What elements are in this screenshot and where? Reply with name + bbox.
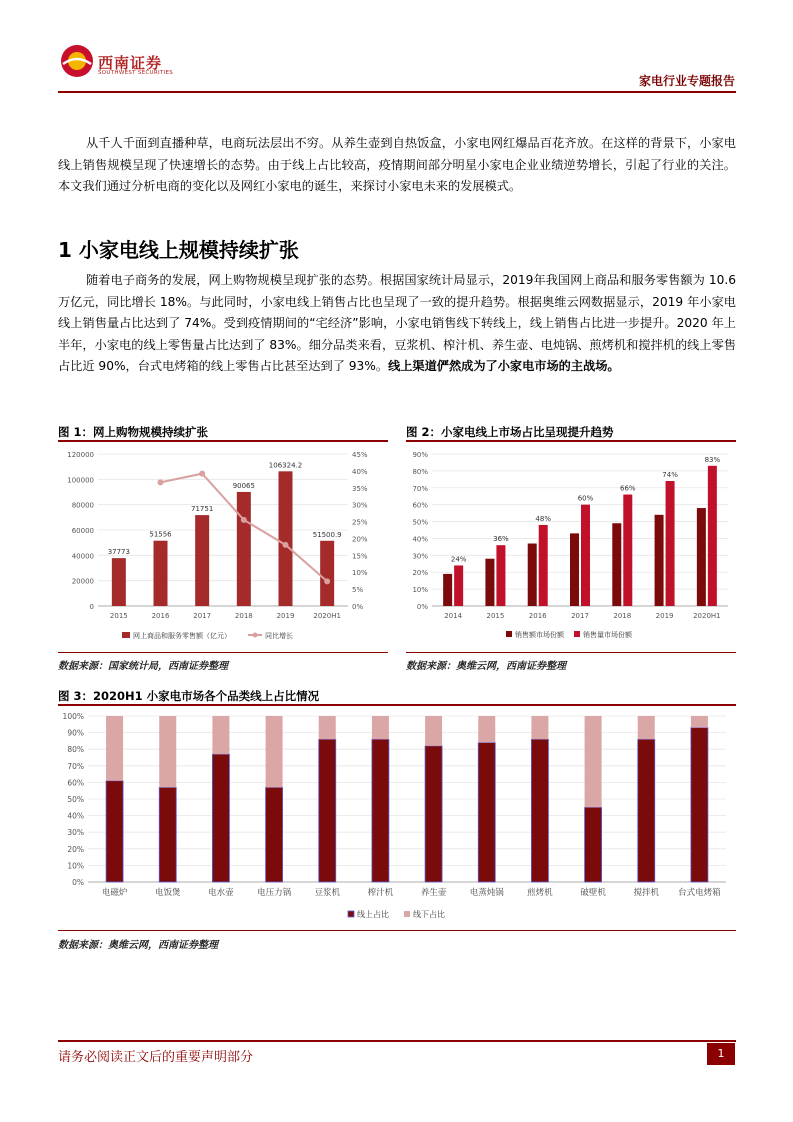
- fig2-bar-label: 83%: [704, 455, 721, 464]
- fig2-x-tick: 2014: [444, 612, 463, 620]
- fig1-bar: [279, 471, 293, 606]
- fig1-y-tick: 40000: [71, 552, 94, 561]
- fig2-bar-label: 60%: [577, 494, 594, 503]
- fig3-x-tick: 榨汁机: [367, 888, 394, 898]
- fig1-y2-tick: 25%: [352, 518, 368, 527]
- fig3-bar-online: [212, 754, 229, 882]
- fig2-x-tick: 2017: [571, 612, 589, 620]
- fig3-bar-online: [638, 739, 655, 882]
- fig3-legend-label-online: 线上占比: [357, 910, 389, 919]
- fig1-x-tick: 2020H1: [313, 612, 341, 620]
- fig3-bar-offline: [585, 716, 602, 807]
- fig1-bottom-rule: [58, 652, 388, 653]
- fig1-line-point: [158, 479, 164, 485]
- fig3-bar-online: [478, 743, 495, 882]
- fig2-chart: [406, 442, 736, 652]
- fig3-y-tick: 40%: [67, 811, 84, 821]
- section-body-text: 随着电子商务的发展，网上购物规模呈现扩张的态势。根据国家统计局显示，2019年我国网上商品和服务零售额为 10.6 万亿元，同比增长 18%。与此同时，小家电线上销售占比也呈现了一致的提升趋势。根据奥维云网数据显示，2019 年小家电线上销售量占比达到了 74%。受到疫情期间的“宅经济”影响，小家电销售线下转线上，线上销售占比进一步提升。2020 年上半年，小家电的线上零售量占比达到了 83%。细分品类来看，豆浆机、榨汁机、养生壶、电炖锅、煎烤机和搅拌机的线上零售占比近 90%，台式电烤箱的线上零售占比甚至达到了 93%。: [58, 273, 736, 373]
- fig2-bar-label: 74%: [662, 471, 678, 480]
- fig3-bar-online: [531, 739, 548, 882]
- fig2-y-tick: 50%: [412, 518, 428, 527]
- fig1-x-tick: 2018: [234, 612, 253, 620]
- fig1-bar-label: 71751: [191, 505, 214, 514]
- fig1-line-point: [199, 471, 205, 477]
- fig3-y-tick: 70%: [67, 761, 84, 771]
- fig2-bar-sales-value: [697, 508, 706, 606]
- fig3-title: 图 3：2020H1 小家电市场各个品类线上占比情况: [58, 689, 320, 703]
- fig1-y-tick: 60000: [71, 527, 94, 535]
- fig2-source: 数据来源：奥维云网，西南证券整理: [406, 661, 566, 672]
- fig3-x-tick: 电水壶: [208, 888, 234, 898]
- fig2-bar-label: 24%: [450, 555, 467, 564]
- fig3-x-tick: 养生壶: [420, 888, 447, 898]
- fig1-y2-tick: 30%: [352, 501, 368, 510]
- fig1-x-tick: 2016: [151, 612, 170, 620]
- fig3-y-tick: 80%: [67, 745, 84, 755]
- fig3-y-tick: 10%: [67, 861, 84, 871]
- fig3-bar-offline: [266, 716, 283, 787]
- fig3-x-tick: 煎烤机: [527, 888, 553, 898]
- fig3-legend-label-offline: 线下占比: [413, 910, 445, 919]
- header-divider: [58, 91, 736, 93]
- fig3-x-tick: 电压力锅: [257, 888, 292, 898]
- fig1-bar: [154, 541, 168, 606]
- report-type-title: 家电行业专题报告: [638, 74, 735, 88]
- fig3-bar-offline: [531, 716, 548, 739]
- fig3-bar-online: [266, 787, 283, 882]
- section-emphasis: 线上渠道俨然成为了小家电市场的主战场。: [388, 359, 620, 373]
- fig2-bar-sales-volume: [454, 565, 463, 606]
- fig2-legend-swatch-1: [506, 631, 512, 637]
- fig2-y-tick: 20%: [412, 569, 428, 578]
- fig2-bar-sales-value: [570, 533, 579, 606]
- fig2-bar-sales-volume: [708, 466, 717, 606]
- fig3-bar-offline: [159, 716, 176, 787]
- fig1-y2-tick: 45%: [352, 451, 368, 459]
- fig2-y-tick: 90%: [412, 451, 428, 459]
- logo-subtext: SOUTHWEST SECURITIES: [98, 70, 174, 76]
- fig3-bar-online: [159, 787, 176, 882]
- fig1-x-tick: 2019: [276, 612, 295, 620]
- fig3-x-tick: 豆浆机: [314, 888, 341, 898]
- fig1-y2-tick: 15%: [352, 552, 368, 561]
- fig1-bar: [195, 515, 209, 606]
- fig3-x-tick: 电磁炉: [101, 888, 128, 898]
- fig3-bar-offline: [638, 716, 655, 739]
- fig1-bar-label: 51500.9: [312, 530, 342, 539]
- fig2-bar-sales-volume: [666, 481, 675, 606]
- fig2-bar-sales-volume: [581, 505, 590, 606]
- fig1-y-tick: 20000: [71, 577, 94, 586]
- fig1-line-point: [283, 542, 289, 548]
- footer-disclaimer: 请务必阅读正文后的重要声明部分: [58, 1050, 254, 1065]
- fig1-x-tick: 2015: [109, 612, 128, 620]
- fig2-y-tick: 80%: [412, 467, 428, 476]
- fig2-bar-sales-volume: [623, 495, 632, 606]
- fig1-y2-tick: 0%: [352, 603, 364, 611]
- fig3-y-tick: 30%: [67, 828, 84, 838]
- fig3-chart: [58, 706, 736, 930]
- fig3-bar-offline: [478, 716, 495, 743]
- fig2-bar-sales-value: [485, 559, 494, 606]
- fig1-y2-tick: 35%: [352, 484, 368, 493]
- fig1-bar-label: 37773: [107, 548, 130, 557]
- fig2-x-tick: 2016: [528, 612, 547, 620]
- fig2-title: 图 2：小家电线上市场占比呈现提升趋势: [406, 425, 614, 439]
- fig2-y-tick: 0%: [416, 603, 428, 611]
- fig1-y2-tick: 5%: [352, 586, 364, 595]
- fig2-bar-sales-value: [528, 544, 537, 606]
- fig3-y-tick: 60%: [67, 778, 84, 788]
- fig3-y-tick: 20%: [67, 844, 84, 854]
- fig2-bar-sales-volume: [496, 545, 505, 606]
- fig2-y-tick: 30%: [412, 552, 428, 561]
- fig1-title: 图 1：网上购物规模持续扩张: [58, 425, 209, 439]
- fig2-bar-label: 66%: [620, 484, 636, 493]
- intro-paragraph: 从千人千面到直播种草，电商玩法层出不穷。从养生壶到自热饭盒，小家电网红爆品百花齐放。在这样的背景下，小家电线上销售规模呈现了快速增长的态势。由于线上占比较高，疫情期间部分明星小家电企业业绩逆势增长，引起了行业的关注。本文我们通过分析电商的变化以及网红小家电的诞生，来探讨小家电未来的发展模式。: [58, 136, 736, 193]
- fig1-legend-label-bar: 网上商品和服务零售额（亿元）: [133, 632, 231, 640]
- fig3-bar-offline: [691, 716, 708, 728]
- fig3-bar-offline: [212, 716, 229, 754]
- fig1-y-tick: 80000: [71, 501, 94, 510]
- fig3-bar-offline: [106, 716, 123, 781]
- fig1-bar: [320, 541, 334, 606]
- fig1-legend-marker-line: [253, 633, 258, 638]
- fig2-bar-label: 48%: [535, 514, 551, 523]
- fig2-legend-swatch-2: [574, 631, 580, 637]
- fig3-bar-online: [106, 781, 123, 882]
- fig3-x-tick: 破壁机: [580, 888, 606, 898]
- fig1-line-point: [324, 578, 330, 584]
- fig2-x-tick: 2018: [613, 612, 632, 620]
- fig3-x-tick: 电蒸炖锅: [469, 888, 504, 898]
- fig3-bar-online: [372, 739, 389, 882]
- fig1-y2-tick: 20%: [352, 535, 368, 544]
- section-title: 1 小家电线上规模持续扩张: [58, 238, 299, 262]
- fig3-y-tick: 50%: [67, 795, 84, 804]
- fig3-legend-swatch-offline: [404, 911, 410, 917]
- fig1-y2-tick: 10%: [352, 569, 368, 578]
- fig2-y-tick: 10%: [412, 586, 428, 595]
- fig2-bar-sales-volume: [539, 525, 548, 606]
- fig3-bottom-rule: [58, 930, 736, 931]
- fig2-y-tick: 40%: [412, 535, 428, 544]
- fig3-x-tick: 电饭煲: [154, 888, 181, 898]
- fig2-x-tick: 2015: [486, 612, 505, 620]
- fig2-legend-label-1: 销售额市场份额: [515, 631, 564, 639]
- fig3-bar-offline: [425, 716, 442, 746]
- fig3-bar-offline: [372, 716, 389, 739]
- fig3-y-tick: 90%: [67, 728, 84, 738]
- fig1-line-point: [241, 517, 247, 523]
- fig3-bar-online: [319, 739, 336, 882]
- fig1-bar: [112, 558, 126, 606]
- section-paragraph: [58, 270, 736, 378]
- fig1-bar: [237, 492, 251, 606]
- fig1-legend-swatch-bar: [122, 632, 130, 638]
- fig1-y-tick: 0: [89, 603, 94, 611]
- fig2-y-tick: 70%: [412, 484, 428, 493]
- fig1-bar-label: 51556: [149, 530, 172, 539]
- fig2-bar-label: 36%: [493, 535, 509, 544]
- fig2-x-tick: 2020H1: [693, 612, 721, 620]
- fig2-y-tick: 60%: [412, 501, 428, 510]
- fig2-x-tick: 2019: [655, 612, 674, 620]
- fig3-x-tick: 台式电烤箱: [678, 888, 721, 898]
- fig3-y-tick: 0%: [72, 878, 84, 887]
- fig3-bar-online: [425, 746, 442, 882]
- fig1-bar-label: 106324.2: [268, 461, 303, 470]
- fig1-y2-tick: 40%: [352, 467, 368, 476]
- fig1-source: 数据来源：国家统计局，西南证券整理: [58, 661, 228, 672]
- fig2-bottom-rule: [406, 652, 736, 653]
- fig2-bar-sales-value: [655, 515, 664, 606]
- fig3-x-tick: 搅拌机: [633, 888, 660, 898]
- fig1-y-tick: 100000: [67, 476, 94, 485]
- fig3-source: 数据来源：奥维云网，西南证券整理: [58, 940, 218, 951]
- fig2-bar-sales-value: [612, 523, 621, 606]
- fig1-bar-label: 90065: [232, 481, 255, 490]
- fig3-y-tick: 100%: [62, 712, 84, 721]
- page-number: 1: [707, 1043, 735, 1065]
- fig1-chart: [58, 442, 388, 652]
- fig1-legend-label-line: 同比增长: [265, 632, 293, 640]
- fig2-legend-label-2: 销售量市场份额: [583, 631, 632, 639]
- logo-emblem-icon: [60, 44, 94, 78]
- fig2-bar-sales-value: [443, 574, 452, 606]
- fig3-legend-swatch-online: [348, 911, 354, 917]
- fig1-y-tick: 120000: [67, 451, 94, 459]
- footer-divider: [58, 1040, 736, 1042]
- fig1-x-tick: 2017: [193, 612, 212, 620]
- logo-text: 西南证券: [98, 54, 163, 72]
- fig3-bar-online: [585, 807, 602, 882]
- fig3-bar-offline: [319, 716, 336, 739]
- fig3-bar-online: [691, 728, 708, 882]
